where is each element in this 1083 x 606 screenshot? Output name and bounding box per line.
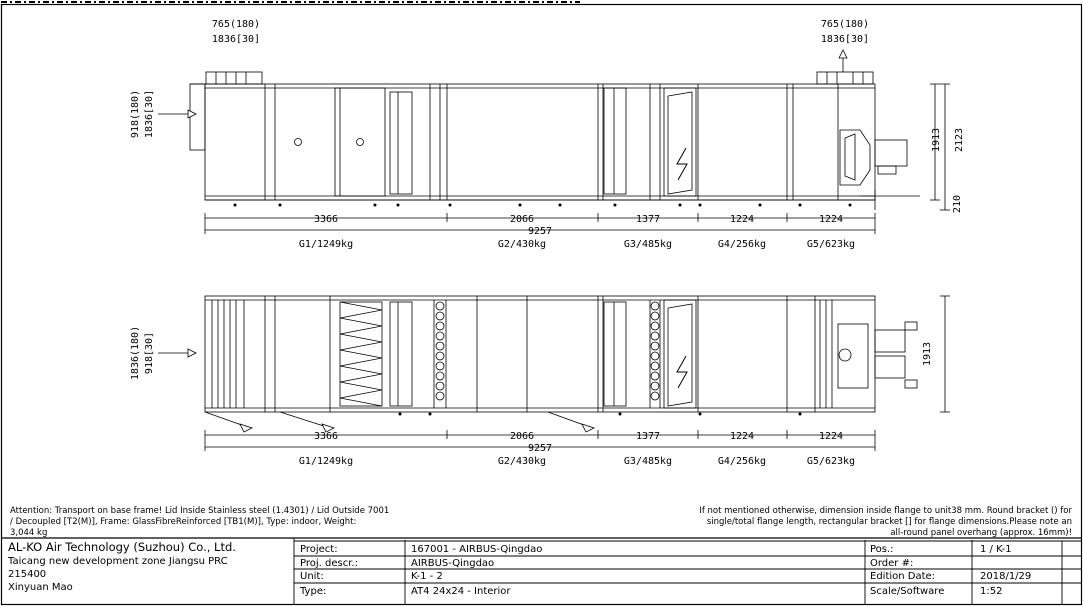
- value-type: AT4 24x24 - Interior: [411, 586, 511, 597]
- attention-line-1: Attention: Transport on base frame! Lid Inside Stainless steel (1.4301) / Lid Outside 7001: [10, 506, 390, 516]
- attention-line-2: / Decoupled [T2(M)], Frame: GlassFibreReinforced [TB1(M)], Type: indoor, Weight:: [10, 517, 357, 527]
- value-edition-date: 2018/1/29: [980, 571, 1032, 582]
- label-order: Order #:: [870, 558, 914, 569]
- group-weight-4: G4/256kg: [717, 239, 767, 250]
- flange-line-2: single/total flange length, rectangular bracket [] for flange dimensions.Please note an: [706, 517, 1072, 527]
- attention-line-3: 3,044 kg: [10, 528, 48, 538]
- label-pos: Pos.:: [870, 544, 894, 555]
- plan-section-dim-1: 3366: [313, 431, 339, 442]
- section-dim-2: 2066: [509, 214, 535, 225]
- group-weight-3: G3/485kg: [623, 239, 673, 250]
- plan-section-dim-3: 1377: [635, 431, 661, 442]
- height-dim-1: 1913: [931, 127, 942, 153]
- group-weight-2: G2/430kg: [497, 239, 547, 250]
- company-address-2: 215400: [8, 569, 47, 580]
- company-address-1: Taicang new development zone Jiangsu PRC: [8, 556, 228, 567]
- flange-note: [640, 506, 1072, 539]
- group-weight-1: G1/1249kg: [298, 239, 354, 250]
- plan-inlet-dim-2: 918[30]: [144, 331, 155, 375]
- plan-height-dim: 1913: [922, 341, 933, 367]
- label-scale: Scale/Software: [870, 586, 945, 597]
- label-edition-date: Edition Date:: [870, 571, 936, 582]
- unit-casing-plan: [205, 296, 875, 412]
- plan-group-weight-3: G3/485kg: [623, 456, 673, 467]
- company-name: AL-KO Air Technology (Suzhou) Co., Ltd.: [8, 540, 236, 554]
- inlet-dim-2: 1836[30]: [144, 89, 155, 139]
- section-dim-1: 3366: [313, 214, 339, 225]
- right-flange-dim-2: 1836[30]: [820, 34, 870, 45]
- left-flange-dim-2: 1836[30]: [211, 34, 261, 45]
- value-project: 167001 - AIRBUS-Qingdao: [411, 544, 543, 555]
- group-weight-5: G5/623kg: [806, 239, 856, 250]
- label-proj-descr: Proj. descr.:: [300, 558, 358, 569]
- height-dim-2: 2123: [954, 127, 965, 153]
- plan-total-dim: 9257: [527, 443, 553, 454]
- unit-casing-elevation: [205, 84, 875, 200]
- plan-group-weight-5: G5/623kg: [806, 456, 856, 467]
- plan-section-dim-4: 1224: [729, 431, 755, 442]
- attention-note: [10, 506, 450, 539]
- inlet-flange: [206, 72, 262, 84]
- label-unit: Unit:: [300, 571, 324, 582]
- section-dim-4: 1224: [729, 214, 755, 225]
- flange-line-1: If not mentioned otherwise, dimension inside flange to unit38 mm. Round bracket () for: [699, 506, 1072, 516]
- inlet-dim-1: 918(180): [130, 89, 141, 139]
- value-pos: 1 / K-1: [980, 544, 1012, 555]
- left-flange-dim-1: 765(180): [211, 19, 261, 30]
- plan-section-dim-5: 1224: [818, 431, 844, 442]
- value-unit: K-1 - 2: [411, 571, 443, 582]
- base-dim: 210: [952, 194, 963, 214]
- value-scale: 1:52: [980, 586, 1003, 597]
- plan-section-dim-2: 2066: [509, 431, 535, 442]
- plan-view: [158, 296, 950, 451]
- section-dim-3: 1377: [635, 214, 661, 225]
- section-dim-5: 1224: [818, 214, 844, 225]
- flange-line-3: all-round panel overhang (approx. 16mm)!: [890, 528, 1072, 538]
- plan-group-weight-4: G4/256kg: [717, 456, 767, 467]
- author-name: Xinyuan Mao: [8, 582, 73, 593]
- outlet-flange: [817, 72, 873, 84]
- plan-group-weight-2: G2/430kg: [497, 456, 547, 467]
- total-dim: 9257: [527, 226, 553, 237]
- plan-group-weight-1: G1/1249kg: [298, 456, 354, 467]
- plan-inlet-dim-1: 1836(180): [130, 325, 141, 381]
- value-proj-descr: AIRBUS-Qingdao: [411, 558, 495, 569]
- label-project: Project:: [300, 544, 338, 555]
- label-type: Type:: [300, 586, 327, 597]
- right-flange-dim-1: 765(180): [820, 19, 870, 30]
- elevation-view: [158, 50, 950, 234]
